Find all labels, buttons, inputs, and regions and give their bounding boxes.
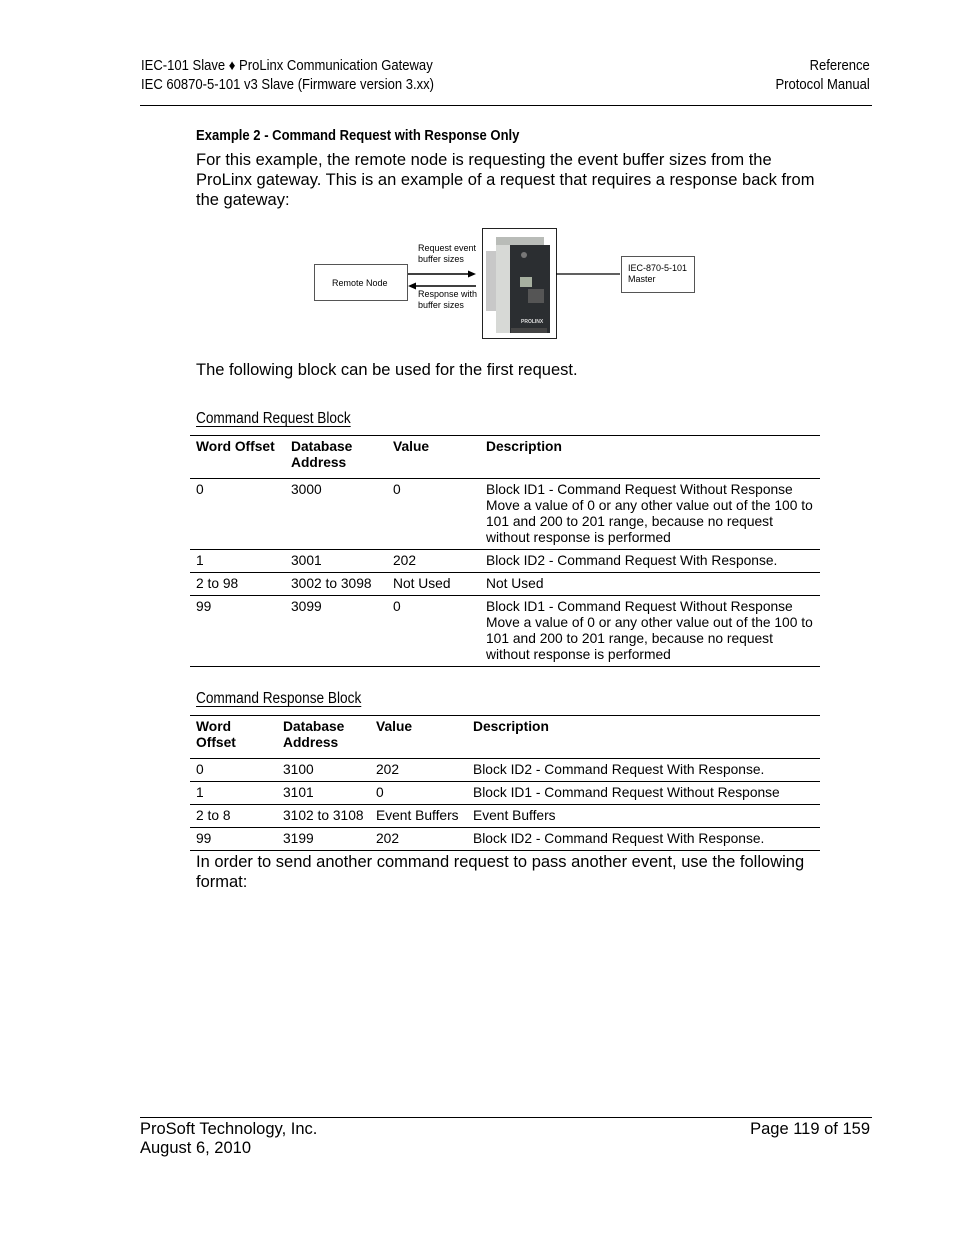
device-brand-label: PROLINX bbox=[521, 319, 544, 325]
header-rule bbox=[140, 105, 872, 106]
table-row bbox=[190, 596, 820, 667]
cell-value: 0 bbox=[370, 782, 467, 805]
device-led bbox=[521, 252, 527, 258]
table-row bbox=[190, 759, 820, 782]
header-product-title: IEC-101 Slave ♦ ProLinx Communication Gateway bbox=[141, 58, 433, 74]
cell-description: Block ID1 - Command Request Without Response bbox=[467, 782, 820, 805]
header-manual: Protocol Manual bbox=[775, 77, 870, 93]
cell-value: Not Used bbox=[387, 573, 480, 596]
header-right bbox=[776, 57, 870, 95]
cell-value: 202 bbox=[370, 759, 467, 782]
remote-node-label: Remote Node bbox=[332, 278, 388, 288]
footer-rule bbox=[140, 1117, 872, 1118]
cell-database-address: 3002 to 3098 bbox=[285, 573, 387, 596]
request-arrowhead bbox=[468, 271, 476, 278]
cell-description: Block ID1 - Command Request Without Response Move a value of 0 or any other value out of the 100 to 101 and 200 to 201 range, because no request without response is performed bbox=[480, 596, 820, 667]
table-row bbox=[190, 573, 820, 596]
request-label bbox=[418, 243, 476, 265]
cell-value: 0 bbox=[387, 479, 480, 550]
table-row bbox=[190, 805, 820, 828]
table-row bbox=[190, 828, 820, 851]
cell-value: 202 bbox=[370, 828, 467, 851]
device-top bbox=[496, 237, 544, 245]
intro-paragraph: For this example, the remote node is requesting the event buffer sizes from the ProLinx gateway. This is an example of a request that requires a response back from the gateway: bbox=[196, 151, 815, 209]
din-clip bbox=[486, 251, 496, 311]
cell-word-offset: 0 bbox=[190, 479, 285, 550]
master-label-line2: Master bbox=[628, 274, 656, 284]
cell-word-offset: 2 to 8 bbox=[190, 805, 277, 828]
col-header-database-address: Database Address bbox=[277, 716, 370, 759]
col-header-word-offset: Word Offset bbox=[190, 436, 285, 479]
section-heading: Example 2 - Command Request with Response Only bbox=[196, 128, 520, 144]
cell-word-offset: 1 bbox=[190, 782, 277, 805]
cell-description: Block ID2 - Command Request With Response. bbox=[480, 550, 820, 573]
table-row bbox=[190, 479, 820, 550]
footer-page-number: Page 119 of 159 bbox=[750, 1120, 870, 1138]
cell-description: Block ID2 - Command Request With Response. bbox=[467, 828, 820, 851]
cell-word-offset: 99 bbox=[190, 828, 277, 851]
col-header-description: Description bbox=[480, 436, 820, 479]
footer-company: ProSoft Technology, Inc. bbox=[140, 1120, 318, 1138]
cell-description: Block ID2 - Command Request With Response. bbox=[467, 759, 820, 782]
col-header-word-offset: Word Offset bbox=[190, 716, 277, 759]
cell-database-address: 3001 bbox=[285, 550, 387, 573]
request-table bbox=[190, 435, 820, 667]
cell-value: 0 bbox=[387, 596, 480, 667]
footer-left bbox=[140, 1120, 317, 1158]
response-table-caption: Command Response Block bbox=[196, 690, 362, 707]
cell-database-address: 3102 to 3108 bbox=[277, 805, 370, 828]
request-label-line1: Request event bbox=[418, 243, 477, 253]
cell-word-offset: 99 bbox=[190, 596, 285, 667]
col-header-value: Value bbox=[370, 716, 467, 759]
response-table-header bbox=[190, 716, 820, 759]
cell-word-offset: 0 bbox=[190, 759, 277, 782]
device-port bbox=[528, 289, 544, 303]
response-label-line2: buffer sizes bbox=[418, 300, 464, 310]
cell-description: Event Buffers bbox=[467, 805, 820, 828]
col-header-value: Value bbox=[387, 436, 480, 479]
header-product-subtitle: IEC 60870-5-101 v3 Slave (Firmware version 3.xx) bbox=[141, 77, 435, 93]
header-left bbox=[141, 57, 434, 95]
response-label-line1: Response with bbox=[418, 289, 478, 299]
table-row bbox=[190, 782, 820, 805]
cell-database-address: 3099 bbox=[285, 596, 387, 667]
request-label-line2: buffer sizes bbox=[418, 254, 464, 264]
cell-value: 202 bbox=[387, 550, 480, 573]
col-header-database-address: Database Address bbox=[285, 436, 387, 479]
table-row bbox=[190, 550, 820, 573]
cell-database-address: 3100 bbox=[277, 759, 370, 782]
footer-date: August 6, 2010 bbox=[140, 1139, 252, 1157]
response-table bbox=[190, 715, 820, 851]
block-intro: The following block can be used for the first request. bbox=[196, 361, 578, 379]
cell-value: Event Buffers bbox=[370, 805, 467, 828]
cell-word-offset: 1 bbox=[190, 550, 285, 573]
device-ethernet-port bbox=[520, 277, 532, 287]
response-arrowhead bbox=[408, 283, 416, 290]
request-table-caption: Command Request Block bbox=[196, 410, 351, 427]
cell-word-offset: 2 to 98 bbox=[190, 573, 285, 596]
cell-database-address: 3000 bbox=[285, 479, 387, 550]
device-base bbox=[511, 328, 547, 333]
cell-description: Not Used bbox=[480, 573, 820, 596]
header-section: Reference bbox=[809, 58, 870, 74]
cell-database-address: 3199 bbox=[277, 828, 370, 851]
cell-database-address: 3101 bbox=[277, 782, 370, 805]
master-label bbox=[628, 263, 687, 285]
response-label bbox=[418, 289, 477, 311]
cell-description: Block ID1 - Command Request Without Response Move a value of 0 or any other value out of the 100 to 101 and 200 to 201 range, because no request without response is performed bbox=[480, 479, 820, 550]
request-table-header bbox=[190, 436, 820, 479]
master-label-line1: IEC-870-5-101 bbox=[628, 263, 688, 273]
col-header-description: Description bbox=[467, 716, 820, 759]
closing-paragraph: In order to send another command request to pass another event, use the following format: bbox=[196, 853, 805, 891]
network-diagram bbox=[300, 225, 710, 343]
